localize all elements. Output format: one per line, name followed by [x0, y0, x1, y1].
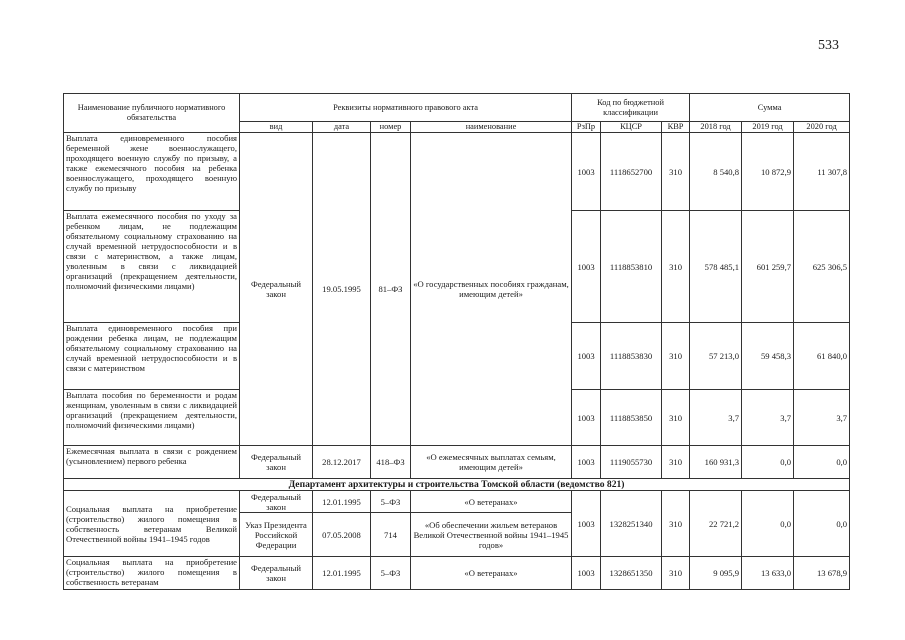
act-type: Федеральный закон [240, 491, 313, 513]
table-row [64, 557, 850, 590]
act-title: «О ветеранах» [411, 491, 572, 513]
rzpr-cell: 1003 [572, 390, 601, 446]
sum-2020-cell: 0,0 [794, 446, 850, 479]
obligations-table [63, 93, 850, 590]
act-type: Указ Президента Российской Федерации [240, 513, 313, 557]
act-type: Федеральный закон [240, 446, 313, 479]
kcsr-cell: 1118652700 [601, 133, 662, 211]
act-title: «О ежемесячных выплатах семьям, имеющим детей» [411, 446, 572, 479]
sum-2020-cell: 625 306,5 [794, 211, 850, 323]
header-budget-code: Код по бюджетной классификации [572, 94, 690, 122]
table-row [64, 133, 850, 211]
kcsr-cell: 1118853850 [601, 390, 662, 446]
section-title: Департамент архитектуры и строительства Томской области (ведомство 821) [64, 479, 850, 491]
sum-2018-cell: 9 095,9 [690, 557, 742, 590]
header-date: дата [313, 122, 371, 133]
obligation-name: Выплата ежемесячного пособия по уходу за ребенком лицам, не подлежащим обязательному социальному страхованию на случай временной нетрудоспособности и в связи с материнством, а также лицам, уволенным в связи с ликвидацией организаций (прекращением деятельности, полномочий физическими лицами) [64, 211, 240, 323]
sum-2018-cell: 22 721,2 [690, 491, 742, 557]
act-date: 12.01.1995 [313, 491, 371, 513]
header-kcsr: КЦСР [601, 122, 662, 133]
sum-2020-cell: 0,0 [794, 491, 850, 557]
header-requisites: Реквизиты нормативного правового акта [240, 94, 572, 122]
act-title: «О государственных пособиях гражданам, имеющим детей» [411, 133, 572, 446]
kcsr-cell: 1118853830 [601, 323, 662, 390]
act-date: 28.12.2017 [313, 446, 371, 479]
act-type: Федеральный закон [240, 557, 313, 590]
kcsr-cell: 1119055730 [601, 446, 662, 479]
rzpr-cell: 1003 [572, 557, 601, 590]
sum-2018-cell: 3,7 [690, 390, 742, 446]
sum-2019-cell: 3,7 [742, 390, 794, 446]
header-kvr: КВР [662, 122, 690, 133]
act-title: «О ветеранах» [411, 557, 572, 590]
rzpr-cell: 1003 [572, 323, 601, 390]
header-2020: 2020 год [794, 122, 850, 133]
obligation-name: Выплата пособия по беременности и родам женщинам, уволенным в связи с ликвидацией организаций (прекращением деятельности, полномочий физическими лицами) [64, 390, 240, 446]
obligation-name: Выплата единовременного пособия беременной жене военнослужащего, проходящего военную службу по призыву, а также ежемесячного пособия на ребенка военнослужащего, проходящего военную службу по призыву [64, 133, 240, 211]
obligation-name: Социальная выплата на приобретение (строительство) жилого помещения в собственность ветеранам [64, 557, 240, 590]
sum-2020-cell: 13 678,9 [794, 557, 850, 590]
obligation-name: Выплата единовременного пособия при рождении ребенка лицам, не подлежащим обязательному социальному страхованию на случай временной нетрудоспособности и в связи с материнством [64, 323, 240, 390]
sum-2018-cell: 57 213,0 [690, 323, 742, 390]
sum-2019-cell: 13 633,0 [742, 557, 794, 590]
act-date: 07.05.2008 [313, 513, 371, 557]
rzpr-cell: 1003 [572, 133, 601, 211]
header-type: вид [240, 122, 313, 133]
kvr-cell: 310 [662, 390, 690, 446]
sum-2020-cell: 3,7 [794, 390, 850, 446]
act-number: 5–ФЗ [371, 491, 411, 513]
kcsr-cell: 1118853810 [601, 211, 662, 323]
kvr-cell: 310 [662, 446, 690, 479]
header-2018: 2018 год [690, 122, 742, 133]
sum-2018-cell: 160 931,3 [690, 446, 742, 479]
rzpr-cell: 1003 [572, 446, 601, 479]
obligation-name: Социальная выплата на приобретение (строительство) жилого помещения в собственность ветеранам Великой Отечественной войны 1941–1945 годов [64, 491, 240, 557]
page-number: 533 [818, 38, 839, 53]
table-row [64, 491, 850, 513]
act-number: 81–ФЗ [371, 133, 411, 446]
act-type: Федеральный закон [240, 133, 313, 446]
rzpr-cell: 1003 [572, 491, 601, 557]
kcsr-cell: 1328651350 [601, 557, 662, 590]
sum-2019-cell: 601 259,7 [742, 211, 794, 323]
kcsr-cell: 1328251340 [601, 491, 662, 557]
header-number: номер [371, 122, 411, 133]
header-sum: Сумма [690, 94, 850, 122]
sum-2020-cell: 11 307,8 [794, 133, 850, 211]
table-row [64, 446, 850, 479]
sum-2018-cell: 578 485,1 [690, 211, 742, 323]
section-row [64, 479, 850, 491]
header-2019: 2019 год [742, 122, 794, 133]
sum-2019-cell: 0,0 [742, 491, 794, 557]
act-number: 5–ФЗ [371, 557, 411, 590]
act-number: 418–ФЗ [371, 446, 411, 479]
act-title: «Об обеспечении жильем ветеранов Великой Отечественной войны 1941–1945 годов» [411, 513, 572, 557]
kvr-cell: 310 [662, 133, 690, 211]
act-date: 12.01.1995 [313, 557, 371, 590]
kvr-cell: 310 [662, 557, 690, 590]
act-date: 19.05.1995 [313, 133, 371, 446]
sum-2019-cell: 59 458,3 [742, 323, 794, 390]
sum-2019-cell: 10 872,9 [742, 133, 794, 211]
kvr-cell: 310 [662, 491, 690, 557]
kvr-cell: 310 [662, 211, 690, 323]
sum-2018-cell: 8 540,8 [690, 133, 742, 211]
sum-2019-cell: 0,0 [742, 446, 794, 479]
obligation-name: Ежемесячная выплата в связи с рождением (усыновлением) первого ребенка [64, 446, 240, 479]
header-title: наименование [411, 122, 572, 133]
rzpr-cell: 1003 [572, 211, 601, 323]
header-rzpr: РзПр [572, 122, 601, 133]
act-number: 714 [371, 513, 411, 557]
header-name: Наименование публичного нормативного обязательства [64, 94, 240, 133]
header-row-top [64, 94, 850, 122]
sum-2020-cell: 61 840,0 [794, 323, 850, 390]
kvr-cell: 310 [662, 323, 690, 390]
